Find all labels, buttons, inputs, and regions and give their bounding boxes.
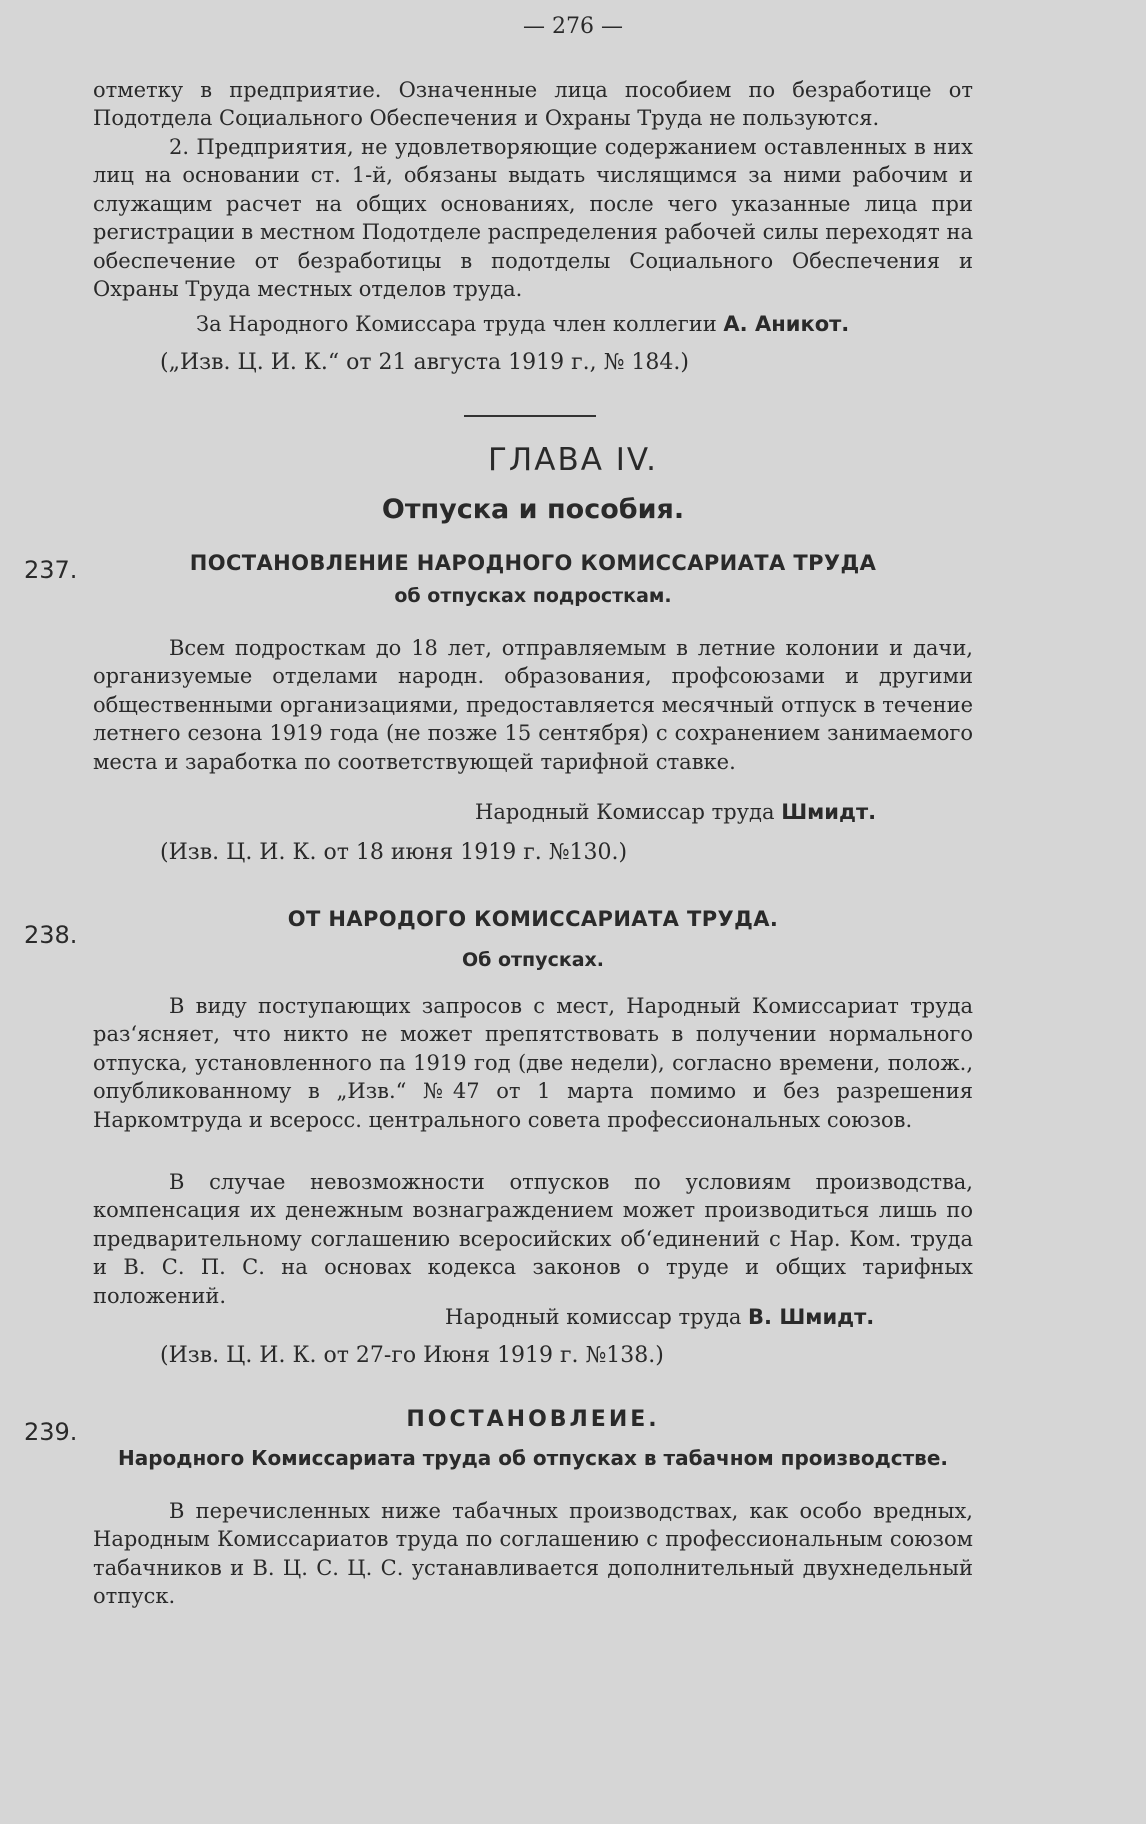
signature-prefix: Народный Комиссар труда bbox=[475, 800, 775, 824]
signature-line-238 bbox=[445, 1305, 874, 1329]
section-heading-237: ПОСТАНОВЛЕНИЕ НАРОДНОГО КОМИССАРИАТА ТРУДА bbox=[189, 551, 877, 575]
continuation-paragraph: отметку в предприятие. Означенные лица пособием по безработице от Подотдела Социального Обеспечения и Охраны Труда не пользуются. bbox=[93, 78, 973, 131]
signature-line bbox=[196, 312, 849, 336]
paragraph-2: 2. Предприятия, не удовлетворяющие содержанием оставленных в них лиц на основании ст. 1-й, обязаны выдать числящимся за ними рабочим и служащим расчет на общих основаниях, после чего указанные лица при регистрации в местном Подотделе распределения рабочей силы переходят на обеспечение от безработицы в подотделы Социального Обеспечения и Охраны Труда местных отделов труда. bbox=[93, 135, 973, 302]
source-citation: („Изв. Ц. И. К.“ от 21 августа 1919 г., № 184.) bbox=[160, 350, 689, 375]
section-subheading-237: об отпусках подросткам. bbox=[394, 585, 672, 607]
signature-name: В. Шмидт. bbox=[748, 1305, 875, 1329]
chapter-title: ГЛАВА IV. bbox=[488, 442, 658, 478]
section-body-237: Всем подросткам до 18 лет, отправляемым в летние колонии и дачи, организуемые отделами народн. образования, профсоюзами и другими общественными организациями, предоставляется месячный отпуск в течение летнего сезона 1919 года (не позже 15 сентября) с сохранением занимаемого места и заработка по соответствующей тарифной ставке. bbox=[93, 636, 973, 774]
section-body-238-p2: В случае невозможности отпусков по условиям производства, компенсация их денежным вознаграждением может производиться лишь по предварительному соглашению всеросийских об‘единений с Нар. Ком. труда и В. С. П. С. на основах кодекса законов о труде и общих тарифных положений. bbox=[93, 1170, 973, 1308]
section-number-239: 239. bbox=[24, 1418, 78, 1446]
section-body-239: В перечисленных ниже табачных производствах, как особо вредных, Народным Комиссариатов труда по соглашению с профессиональным союзом табачников и В. Ц. С. Ц. С. устанавливается дополнительный двухнедельный отпуск. bbox=[93, 1499, 973, 1609]
source-citation-238: (Изв. Ц. И. К. от 27-го Июня 1919 г. №138.) bbox=[160, 1343, 664, 1368]
signature-prefix: Народный комиссар труда bbox=[445, 1305, 742, 1329]
section-heading-238: ОТ НАРОДОГО КОМИССАРИАТА ТРУДА. bbox=[287, 907, 779, 931]
section-heading-239: ПОСТАНОВЛЕИЕ. bbox=[406, 1407, 660, 1432]
signature-name: Шмидт. bbox=[781, 800, 877, 824]
divider bbox=[464, 415, 596, 417]
section-subheading-238: Об отпусках. bbox=[461, 949, 605, 971]
section-body-238-p1: В виду поступающих запросов с мест, Народный Комиссариат труда раз‘ясняет, что никто не может препятствовать в получении нормального отпуска, установленного па 1919 год (две недели), согласно времени, полож., опубликованному в „Изв.“ №47 от 1 марта помимо и без разрешения Наркомтруда и всеросс. центрального совета профессиональных союзов. bbox=[93, 994, 973, 1132]
signature-line-237 bbox=[475, 800, 876, 824]
source-citation-237: (Изв. Ц. И. К. от 18 июня 1919 г. №130.) bbox=[160, 840, 628, 865]
section-number-238: 238. bbox=[24, 921, 78, 949]
signature-prefix: За Народного Комиссара труда член коллегии bbox=[196, 312, 717, 336]
chapter-subtitle: Отпуска и пособия. bbox=[381, 494, 685, 525]
section-number-237: 237. bbox=[24, 556, 78, 584]
section-subheading-239: Народного Комиссариата труда об отпусках в табачном производстве. bbox=[118, 1446, 948, 1470]
signature-name: А. Аникот. bbox=[723, 312, 850, 336]
page-number: — 276 — bbox=[523, 14, 623, 39]
